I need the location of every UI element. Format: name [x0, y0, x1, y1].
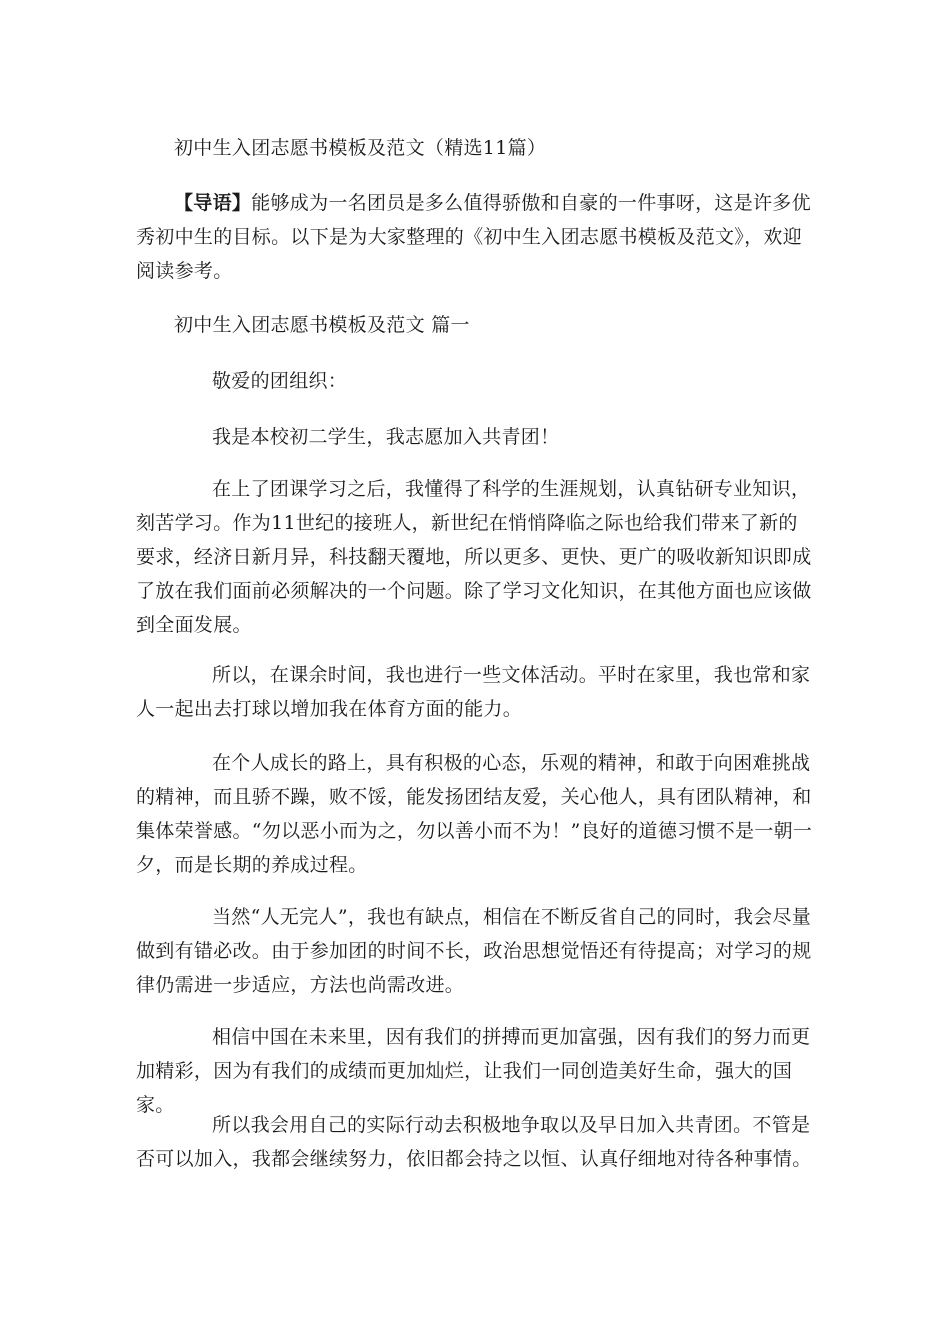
- paragraph-4: 在个人成长的路上，具有积极的心态，乐观的精神，和敢于向困难挑战的精神，而且骄不躁，败不馁，能发扬团结友爱，关心他人，具有团队精神，和集体荣誉感。“勿以恶小而为之，勿以善小而不为！”良好的道德习惯不是一朝一夕，而是长期的养成过程。: [136, 752, 813, 876]
- salutation: 敬爱的团组织：: [212, 370, 348, 392]
- intro-text: 能够成为一名团员是多么值得骄傲和自豪的一件事呀，这是许多优秀初中生的目标。以下是为大家整理的《初中生入团志愿书模板及范文》，欢迎阅读参考。: [136, 192, 811, 282]
- document-title: 初中生入团志愿书模板及范文（精选11篇）: [174, 137, 547, 159]
- paragraph-6: 相信中国在未来里，因有我们的拼搏而更加富强，因有我们的努力而更加精彩，因为有我们的成绩而更加灿烂，让我们一同创造美好生命，强大的国家。: [136, 1026, 811, 1116]
- intro-paragraph: [136, 186, 816, 288]
- paragraph-7: 所以我会用自己的实际行动去积极地争取以及早日加入共青团。不管是否可以加入，我都会继续努力，依旧都会持之以恒、认真仔细地对待各种事情。: [136, 1114, 812, 1170]
- paragraph-5: 当然“人无完人”，我也有缺点，相信在不断反省自己的同时，我会尽量做到有错必改。由于参加团的时间不长，政治思想觉悟还有待提高；对学习的规律仍需进一步适应，方法也尚需改进。: [136, 906, 812, 996]
- intro-label: 【导语】: [174, 192, 252, 214]
- paragraph-3: 所以，在课余时间，我也进行一些文体活动。平时在家里，我也常和家人一起出去打球以增加我在体育方面的能力。: [136, 664, 811, 720]
- paragraph-2: 在上了团课学习之后，我懂得了科学的生涯规划，认真钻研专业知识，刻苦学习。作为11世纪的接班人，新世纪在悄悄降临之际也给我们带来了新的要求，经济日新月异，科技翻天覆地，所以更多、更快、更广的吸收新知识即成了放在我们面前必须解决的一个问题。除了学习文化知识，在其他方面也应该做到全面发展。: [136, 478, 812, 636]
- section-heading: 初中生入团志愿书模板及范文 篇一: [174, 314, 470, 336]
- paragraph-1: 我是本校初二学生，我志愿加入共青团！: [212, 426, 560, 448]
